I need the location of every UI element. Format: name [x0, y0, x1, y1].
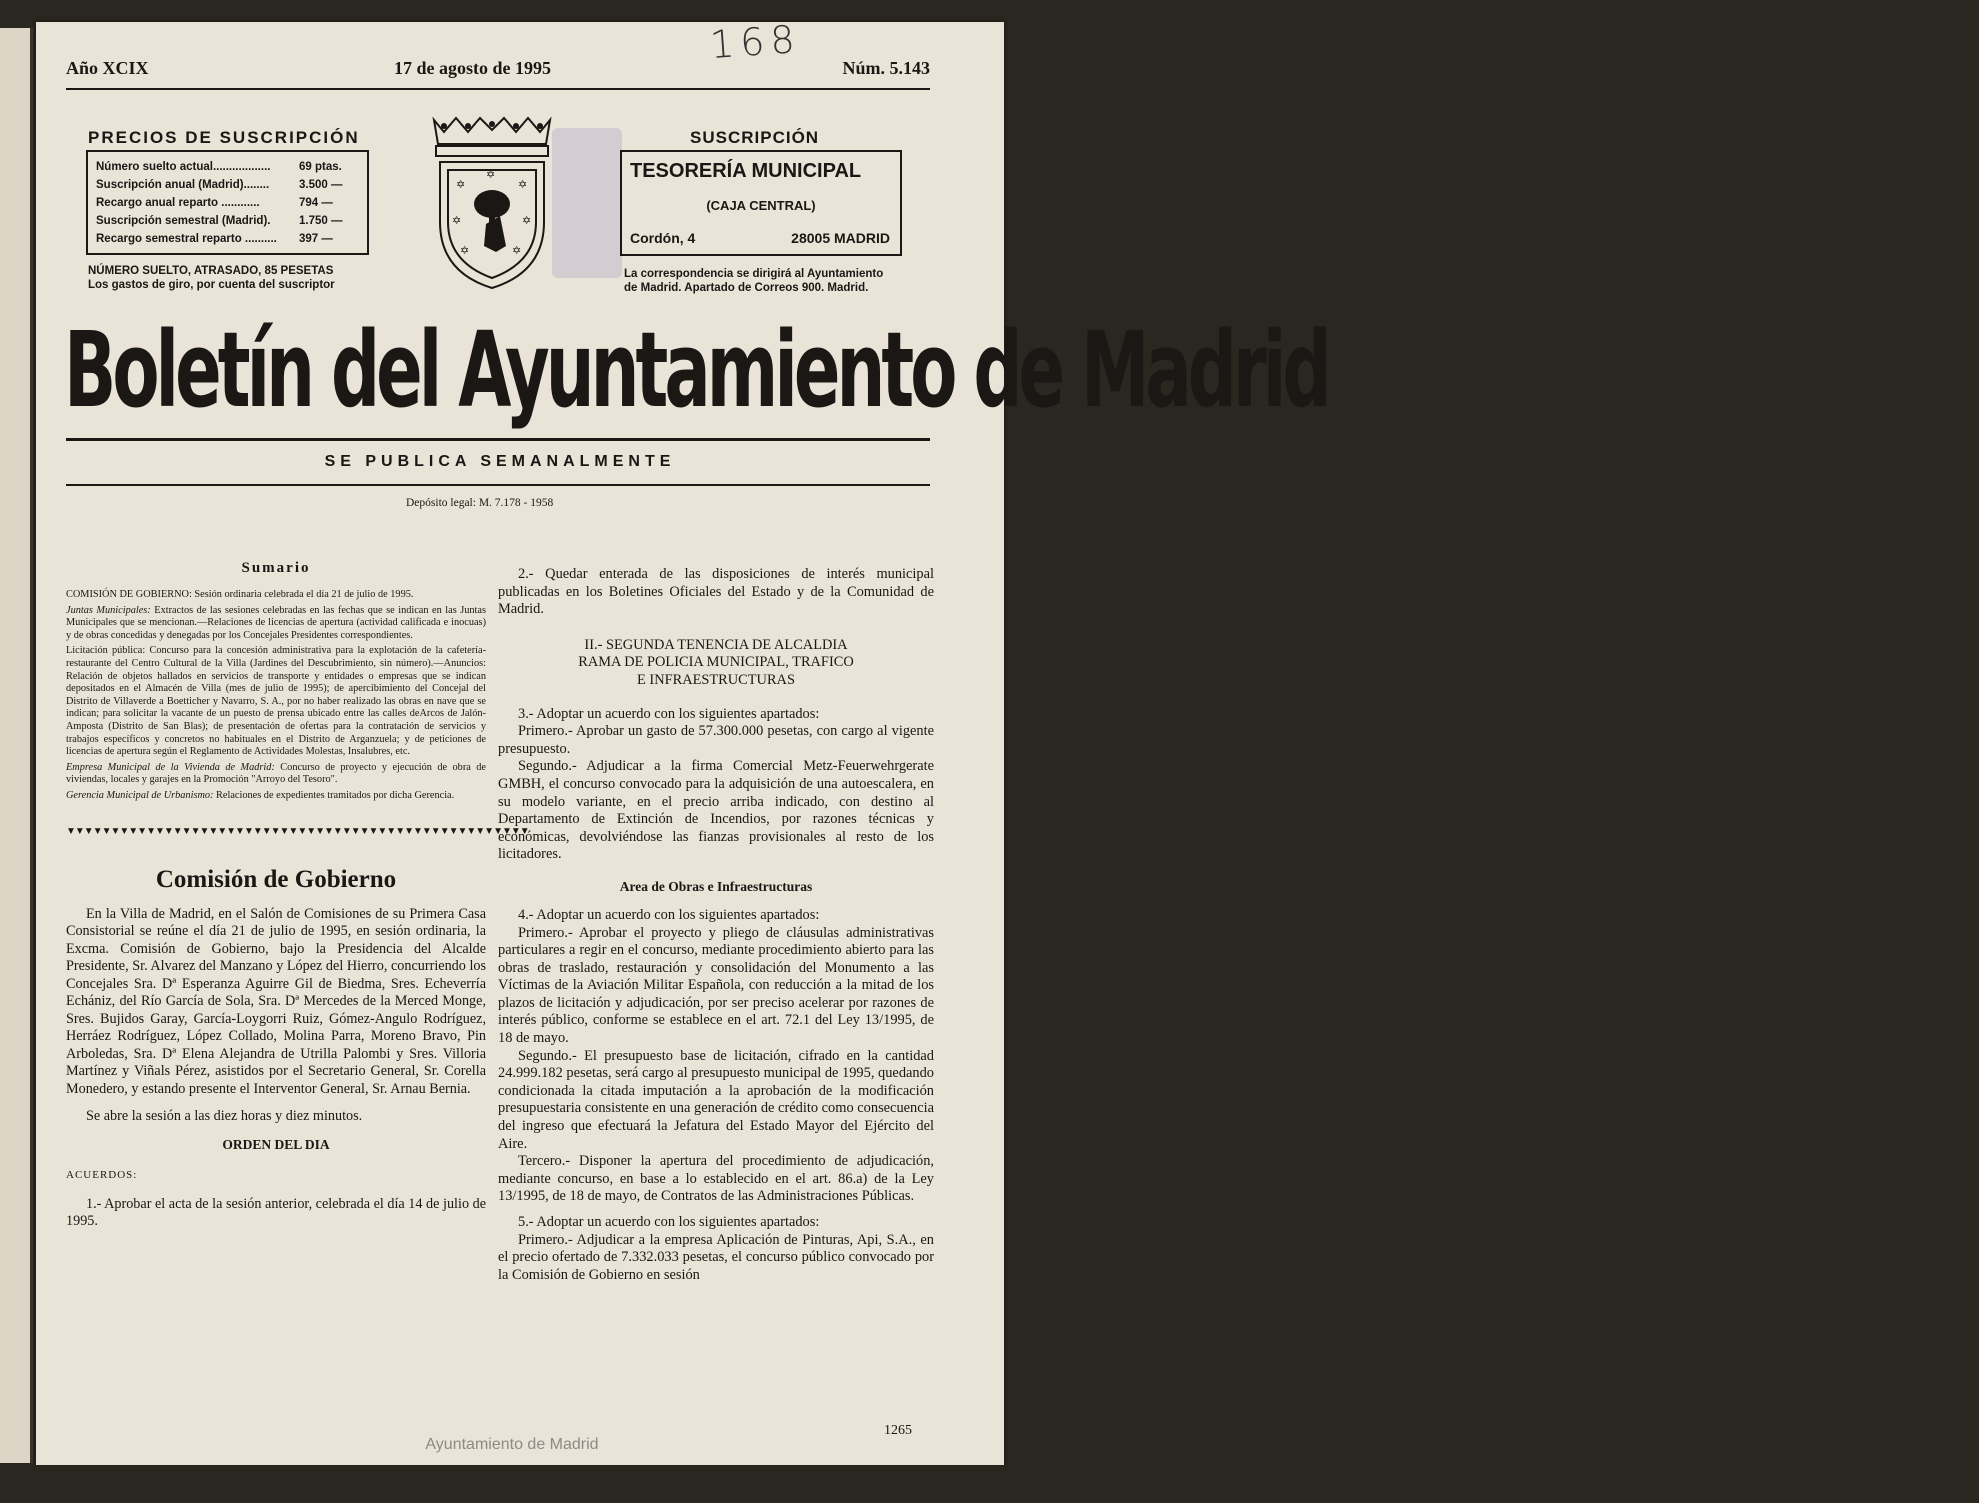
sumario-title: Sumario	[241, 560, 311, 576]
precios-note-line: Los gastos de giro, por cuenta del suscriptor	[88, 279, 335, 291]
acuerdo-item: 2.- Quedar enterada de las disposiciones de interés municipal publicadas en los Boletines Oficiales del Estado y de la Comunidad de Madrid.	[498, 566, 934, 618]
acuerdo-paragraph: Primero.- Aprobar el proyecto y pliego de cláusulas administrativas particulares a regir en el concurso, mediante procedimiento abierto para las obras de traslado, restauración y consolidación del Monumento a las Víctimas de la Aviación Militar Española, con reducción a la mitad de los plazos de licitación y adjudicación, por ser preciso acelerar por razones de interés público, conforme se establece en el art. 72.1 del Ley 13/1995, de 18 de mayo.	[498, 924, 934, 1047]
svg-text:✡: ✡	[456, 178, 466, 191]
svg-text:✡: ✡	[512, 244, 522, 257]
suscripcion-note-line: de Madrid. Apartado de Correos 900. Madrid.	[624, 282, 869, 294]
page-number: 1265	[884, 1423, 912, 1438]
sumario-paragraph: Gerencia Municipal de Urbanismo: Relaciones de expedientes tramitados por dicha Gerencia.	[66, 789, 455, 801]
acuerdo-item: 1.- Aprobar el acta de la sesión anterior, celebrada el día 14 de julio de 1995.	[66, 1195, 486, 1229]
comision-title: Comisión de Gobierno	[155, 865, 397, 893]
acuerdo-paragraph: Tercero.- Disponer la apertura del procedimiento de adjudicación, mediante concurso, en base a lo establecido en el art. 86.a) de la Ley 13/1995, de 18 de mayo, de Contratos de las Administraciones Públicas.	[498, 1153, 934, 1205]
acuerdos-label: ACUERDOS:	[66, 1168, 138, 1181]
right-column	[498, 560, 934, 1284]
section-heading-line: II.- SEGUNDA TENENCIA DE ALCALDIA	[584, 636, 848, 653]
suscripcion-box	[620, 150, 902, 256]
handwritten-number: 168	[708, 16, 802, 68]
acuerdo-item: 3.- Adoptar un acuerdo con los siguientes apartados:	[518, 705, 820, 722]
precios-row	[96, 212, 359, 230]
section-heading	[498, 637, 934, 690]
acuerdo-paragraph: Primero.- Adjudicar a la empresa Aplicación de Pinturas, Api, S.A., en el precio ofertado de 7.332.033 pesetas, el concurso público convocado por la Comisión de Gobierno en sesión	[498, 1231, 934, 1283]
adjacent-page-edge	[0, 28, 33, 1463]
svg-text:✡: ✡	[486, 168, 496, 181]
suscripcion-note-line: La correspondencia se dirigirá al Ayuntamiento	[624, 268, 884, 280]
svg-text:✡: ✡	[518, 178, 528, 191]
sumario-paragraph: Empresa Municipal de la Vivienda de Madrid: Concurso de proyecto y ejecución de obra de viviendas, locales y garajes en la Promoción "Arroyo del Tesoro".	[66, 761, 487, 786]
frequency-rule	[66, 484, 930, 486]
orden-del-dia: ORDEN DEL DIA	[222, 1136, 330, 1152]
acuerdo-paragraph: Segundo.- Adjudicar a la firma Comercial Metz-Feuerwehrgerate GMBH, el concurso convocado para la adquisición de una autoescalera, en su modelo variante, en el precio arriba indicado, con destino al Departamento de Extinción de Incendios, por razones técnicas y económicas, devolviéndose las fianzas provisionales al resto de los licitadores.	[498, 758, 934, 863]
header-rule	[66, 88, 930, 90]
suscripcion-title: SUSCRIPCIÓN	[690, 128, 820, 147]
acuerdo-paragraph: Segundo.- El presupuesto base de licitación, cifrado en la cantidad 24.999.182 pesetas, será cargo al presupuesto municipal de 1995, quedando condicionada la citada imputación a la aprobación de la modificación presupuestaria consistente en una generación de crédito como consecuencia del ingreso que efectuará la Jefatura del Estado Mayor del Ejército del Aire.	[498, 1047, 934, 1152]
precios-row	[96, 158, 359, 176]
header-issue: Núm. 5.143	[842, 58, 930, 78]
precios-value: 397 —	[299, 233, 333, 245]
triangle-divider: ▼▼▼▼▼▼▼▼▼▼▼▼▼▼▼▼▼▼▼▼▼▼▼▼▼▼▼▼▼▼▼▼▼▼▼▼▼▼▼▼▼▼▼▼▼▼▼▼▼▼▼▼	[66, 825, 529, 837]
precios-label: Suscripción semestral (Madrid).	[96, 215, 271, 227]
svg-text:✡: ✡	[452, 214, 462, 227]
precios-row	[96, 176, 359, 194]
masthead-text: Boletín del Ayuntamiento de Madrid	[64, 309, 1328, 431]
precios-label: Recargo semestral reparto ..........	[96, 233, 277, 245]
svg-text:✡: ✡	[522, 214, 532, 227]
precios-row	[96, 194, 359, 212]
masthead-title	[64, 307, 1328, 433]
comision-abre: Se abre la sesión a las diez horas y diez minutos.	[86, 1108, 363, 1124]
sumario-paragraph: Juntas Municipales: Extractos de las sesiones celebradas en las fechas que se indican en las Juntas Municipales que se mencionan.—Relaciones de licencias de apertura (actividad calificada e inocuas) y de obras concedidas y denegadas por los Concejales Presidentes correspondientes.	[66, 604, 486, 641]
scan-bottom-edge	[0, 1465, 1024, 1503]
deposito-legal: Depósito legal: M. 7.178 - 1958	[406, 497, 554, 509]
precios-box	[86, 150, 369, 255]
precios-label: Recargo anual reparto ............	[96, 197, 260, 209]
acuerdo-item: 5.- Adoptar un acuerdo con los siguientes apartados:	[518, 1214, 820, 1230]
suscripcion-office: TESORERÍA MUNICIPAL	[630, 160, 862, 182]
left-column	[66, 560, 529, 1241]
section-heading-line: RAMA DE POLICIA MUNICIPAL, TRAFICO	[578, 654, 854, 671]
suscripcion-street: Cordón, 4	[630, 230, 696, 246]
acuerdo-item: 4.- Adoptar un acuerdo con los siguientes apartados:	[518, 906, 820, 923]
precios-value: 794 —	[299, 197, 333, 209]
precios-note	[88, 264, 335, 292]
precios-row	[96, 230, 359, 248]
sumario-paragraph: COMISIÓN DE GOBIERNO: Sesión ordinaria celebrada el día 21 de julio de 1995.	[66, 589, 414, 600]
suscripcion-sub: (CAJA CENTRAL)	[706, 198, 816, 213]
svg-text:✡: ✡	[460, 244, 470, 257]
precios-value: 69 ptas.	[299, 161, 342, 173]
precios-title: PRECIOS DE SUSCRIPCIÓN	[88, 128, 360, 147]
area-heading: Area de Obras e Infraestructuras	[619, 878, 813, 894]
precios-label: Suscripción anual (Madrid)........	[96, 179, 270, 191]
acuerdo-paragraph: Primero.- Aprobar un gasto de 57.300.000 pesetas, con cargo al vigente presupuesto.	[498, 723, 934, 757]
masthead-rule	[66, 438, 930, 441]
suscripcion-note	[624, 267, 914, 295]
precios-value: 3.500 —	[299, 179, 343, 191]
section-heading-line: E INFRAESTRUCTURAS	[637, 671, 795, 688]
suscripcion-postal: 28005 MADRID	[791, 230, 890, 246]
sumario-paragraph: Licitación pública: Concurso para la concesión administrativa para la explotación de la cafetería-restaurante del Centro Cultural de la Villa (Jardines del Descubrimiento, sin número).—Anuncios: Relación de objetos hallados en servicios de transporte y entidades o empresas que se indican depositados en el Almacén de Villa (mes de julio de 1995); de apercibimiento del Concejal del Distrito de Villaverde a Boetticher y Navarro, S. A., por no haber realizado las obras en nave que se indican; para solicitar la vacante de un puesto de prensa ubicado entre las calles deArcos de Jalón-Amposta (Distrito de San Blas); de presentación de ofertas para la contratación de servicios y trabajos específicos y concretos no habituales en el Distrito de Arganzuela; y de peticiones de licencias de apertura según el Reglamento de Actividades Molestas, Insalubres, etc.	[66, 645, 486, 758]
header-line	[66, 58, 930, 88]
header-date: 17 de agosto de 1995	[394, 58, 551, 78]
precios-value: 1.750 —	[299, 215, 343, 227]
precios-label: Número suelto actual..................	[96, 161, 271, 173]
comision-intro: En la Villa de Madrid, en el Salón de Comisiones de su Primera Casa Consistorial se reúne el día 21 de julio de 1995, en sesión ordinaria, la Excma. Comisión de Gobierno, bajo la Presidencia del Alcalde Presidente, Sr. Alvarez del Manzano y López del Hierro, concurriendo los Concejales Sra. Dª Esperanza Aguirre Gil de Biedma, Sres. Echeverría Echániz, del Río García de Sola, Sra. Dª Mercedes de la Merced Monge, Sres. Bujidos Garay, García-Loygorri Ruiz, Gómez-Angulo Rodríguez, Herráez Rodríguez, López Collado, Molina Parra, Moreno Bravo, Pin Arboledas, Sra. Dª Elena Alejandra de Utrilla Palombi y Sres. Villoria Martínez y Viñals Pérez, asistidos por el Secretario General, Sr. Corella Monedero, y estando presente el Interventor General, Sr. Arnau Bernia.	[66, 905, 486, 1097]
precios-note-line: NÚMERO SUELTO, ATRASADO, 85 PESETAS	[88, 265, 334, 277]
watermark-text: Ayuntamiento de Madrid	[425, 1436, 599, 1453]
library-stamp	[552, 128, 622, 278]
frequency-line: SE PUBLICA SEMANALMENTE	[324, 453, 676, 470]
madrid-crest-icon	[426, 112, 558, 294]
header-year: Año XCIX	[66, 58, 149, 78]
